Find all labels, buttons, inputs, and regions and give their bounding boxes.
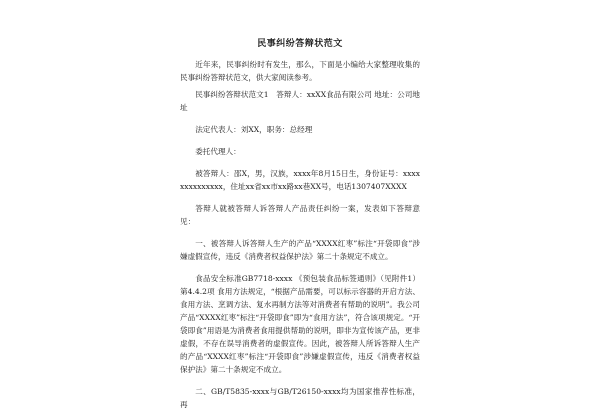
paragraph-point-two: 二、GB/T5835-xxxx与GB/T26150-xxxx均为国家推荐性标准，再 <box>180 387 420 409</box>
paragraph-legal-rep: 法定代表人：刘XX，职务：总经理 <box>195 125 313 134</box>
document-body <box>180 58 420 420</box>
document-title: 民事纠纷答辩状范文 <box>257 39 343 49</box>
paragraph-respondent: 民事纠纷答辩状范文1 答辩人：xxXX食品有限公司 地址：公司地址 <box>180 90 420 112</box>
paragraph-standard: 食品安全标准GB7718-xxxx 《预包装食品标签通则》（见附件1）第4.4.2项 食用方法规定，“根据产品需要，可以标示容器的开启方法、食用方法、烹调方法、复水再制方法等对消费者有帮助的说明”。我公司产品“XXXX红枣”标注“开袋即食”即为“食用方法”，符合该项规定。“开袋即食”用语是为消费者食用提供帮助的说明，即非为宣传该产品，更非虚假，不存在误导消费者的虚假宣传。因此，被答辩人所诉答辩人生产的产品“XXXX红枣”标注“开袋即食”涉嫌虚假宣传，违反《消费者权益保护法》第二十条规定不成立。 <box>180 274 420 374</box>
paragraph-point-one: 一、被答辩人诉答辩人生产的产品“XXXX红枣”标注“开袋即食”涉嫌虚假宣传，违反《消费者权益保护法》第二十条规定不成立。 <box>180 239 420 261</box>
paragraph-agent: 委托代理人： <box>195 147 241 156</box>
intro-paragraph: 近年来，民事纠纷时有发生，那么，下面是小编给大家整理收集的民事纠纷答辩状范文，供大家阅读参考。 <box>180 60 420 82</box>
paragraph-plaintiff: 被答辩人：邵X，男，汉族，xxxx年8月15日生，身份证号：xxxxxxxxxxxxxx，住址xx省xx市xx路xx巷XX号，电话1307407XXXX <box>180 169 420 191</box>
paragraph-statement: 答辩人就被答辩人诉答辩人产品责任纠纷一案，发表如下答辩意见： <box>180 204 420 226</box>
